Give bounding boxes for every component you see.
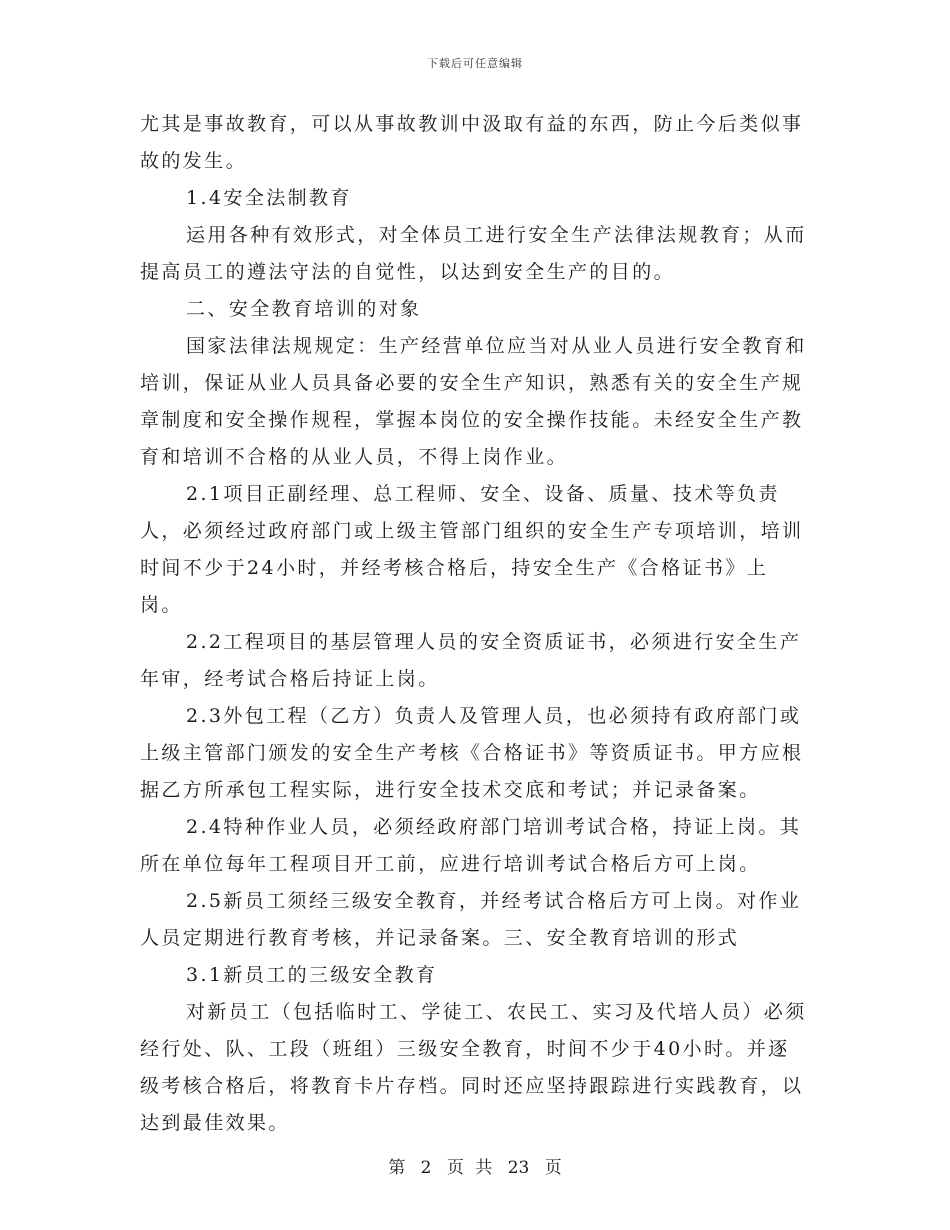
footer-total-pages: 23	[507, 1158, 530, 1178]
footer-suffix: 页	[544, 1158, 562, 1178]
section-heading-1-4: 1.4安全法制教育	[186, 187, 352, 209]
footer-prefix: 第	[388, 1158, 406, 1178]
paragraph-2-1: 2.1项目正副经理、总工程师、安全、设备、质量、技术等负责人，必须经过政府部门或上级主管部门组织的安全生产专项培训，培训时间不少于24小时，并经考核合格后，持安全生产《合格证书》上岗。	[140, 483, 804, 616]
paragraph-2: 运用各种有效形式，对全体员工进行安全生产法律法规教育；从而提高员工的遵法守法的自觉性，以达到安全生产的目的。	[140, 224, 807, 283]
footer-page-number: 2	[420, 1158, 432, 1178]
header-note: 下载后可任意编辑	[427, 57, 523, 70]
page-footer	[0, 1153, 950, 1178]
section-heading-2: 二、安全教育培训的对象	[186, 298, 422, 320]
paragraph-2-2: 2.2工程项目的基层管理人员的安全资质证书，必须进行安全生产年审，经考试合格后持证上岗。	[140, 631, 802, 690]
paragraph-2-5: 2.5新员工须经三级安全教育，并经考试合格后方可上岗。对作业人员定期进行教育考核，并记录备案。三、安全教育培训的形式	[140, 890, 802, 949]
document-body	[140, 106, 810, 1142]
footer-middle: 页 共	[446, 1158, 493, 1178]
section-heading-3-1: 3.1新员工的三级安全教育	[186, 964, 438, 986]
paragraph-2-3: 2.3外包工程（乙方）负责人及管理人员，也必须持有政府部门或上级主管部门颁发的安全生产考核《合格证书》等资质证书。甲方应根据乙方所承包工程实际，进行安全技术交底和考试；并记录备案。	[140, 705, 804, 801]
paragraph-3-1-body: 对新员工（包括临时工、学徒工、农民工、实习及代培人员）必须经行处、队、工段（班组）三级安全教育，时间不少于40小时。并逐级考核合格后，将教育卡片存档。同时还应坚持跟踪进行实践教育，以达到最佳效果。	[140, 1001, 807, 1134]
paragraph-4: 国家法律法规规定：生产经营单位应当对从业人员进行安全教育和培训，保证从业人员具备必要的安全生产知识，熟悉有关的安全生产规章制度和安全操作规程，掌握本岗位的安全操作技能。未经安全生产教育和培训不合格的从业人员，不得上岗作业。	[140, 335, 807, 468]
paragraph-2-4: 2.4特种作业人员，必须经政府部门培训考试合格，持证上岗。其所在单位每年工程项目开工前，应进行培训考试合格后方可上岗。	[140, 816, 802, 875]
paragraph-0: 尤其是事故教育，可以从事故教训中汲取有益的东西，防止今后类似事故的发生。	[140, 113, 804, 172]
